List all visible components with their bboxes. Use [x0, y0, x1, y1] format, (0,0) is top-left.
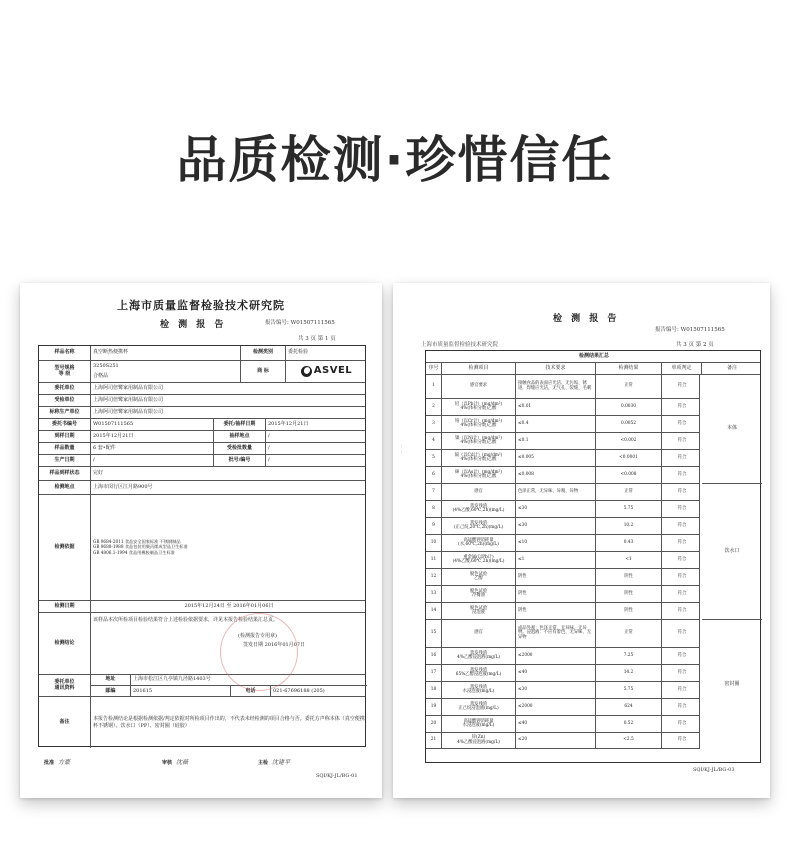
- result-row: [426, 648, 700, 665]
- cell-req: 阴性: [516, 569, 596, 585]
- address: 上海市松江区九亭镇九泾路1403号: [133, 676, 211, 683]
- results-table: [425, 350, 761, 763]
- cell-judge: 符合: [677, 703, 687, 709]
- page-count: 共 3 页 第 2 页: [676, 342, 714, 348]
- label-base-quantity: 受检批数量: [214, 443, 266, 454]
- remark-group: 饮水口: [702, 484, 762, 620]
- cell-item: 蒸发残渣 65%乙醇浸泡液(mg/L): [442, 665, 516, 681]
- model: 3250S251: [93, 362, 119, 369]
- cell-judge: 符合: [677, 652, 687, 658]
- report-page-2: [393, 283, 770, 798]
- page-count: 共 3 页 第 1 页: [298, 336, 336, 342]
- cell-res: 14.2: [596, 665, 662, 681]
- cell-no: 13: [426, 586, 442, 602]
- cell-res: 阴性: [596, 569, 662, 585]
- cell-judge: 符合: [677, 488, 687, 494]
- cell-req: ≤40: [516, 665, 596, 681]
- result-row: [426, 682, 700, 699]
- cell-item: 蒸发残渣 4%乙酸浸泡液(mg/L): [442, 648, 516, 664]
- result-row: [426, 716, 700, 733]
- cell-res: 0.0030: [596, 399, 662, 415]
- cell-judge: 符合: [677, 607, 687, 613]
- cell-res: 5.75: [596, 501, 662, 517]
- cell-judge: 符合: [677, 720, 687, 726]
- cell-item: 脱色试验 冷餐油: [442, 586, 516, 602]
- conclusion: 该样品本次所检项目检验结果符合上述检验依据要求，详见本报告检验结果汇总页。: [93, 617, 279, 623]
- cell-item: 高锰酸钾消耗量 (水,60℃,2h)(mg/L): [442, 535, 516, 551]
- sign-date: 签发日期 2016年01月07日: [243, 641, 306, 648]
- remark-group: 密封圈: [724, 680, 740, 687]
- cell-no: 2: [426, 399, 442, 415]
- cell-no: 14: [426, 603, 442, 619]
- result-row: [426, 501, 700, 518]
- cell-no: 1: [426, 375, 442, 398]
- cell-req: ≤30: [516, 518, 596, 534]
- cell-res: 5.75: [596, 682, 662, 698]
- cell-no: 5: [426, 450, 442, 466]
- cell-item: 感官: [442, 620, 516, 647]
- cell-no: 15: [426, 620, 442, 647]
- cell-res: 10.2: [596, 518, 662, 534]
- col-header: 备注: [726, 364, 737, 371]
- label-trademark: 商 标: [241, 361, 286, 382]
- cell-item: 脱色试验 浸泡液: [442, 603, 516, 619]
- cell-item: 铬（以Cr计）(mg/dm²) 4%(体积分数)乙酸: [442, 416, 516, 432]
- basis-item: GB 9688-1988 食品包装用聚丙烯成型品卫生标准: [93, 544, 188, 550]
- col-header: 技术要求: [516, 363, 596, 374]
- label-commission-date: 委托/抽样日期: [214, 419, 266, 430]
- quantity: 6 套•配件: [91, 443, 214, 454]
- commission-date: 2015年12月21日: [268, 420, 309, 427]
- cell-judge: 符合: [677, 522, 687, 528]
- cell-req: ≤0.008: [516, 467, 596, 483]
- cell-res: 正常: [596, 375, 662, 398]
- postcode: 201615: [131, 686, 231, 696]
- cell-no: 9: [426, 518, 442, 534]
- label-phone: 电话: [231, 686, 271, 696]
- result-row: [426, 586, 700, 603]
- commission-no: W01507111565: [91, 419, 214, 430]
- cell-judge: 符合: [677, 669, 687, 675]
- result-row: [426, 484, 700, 501]
- result-row: [426, 375, 700, 399]
- cell-res: 0.0052: [596, 416, 662, 432]
- result-row: [426, 450, 700, 467]
- result-row: [426, 518, 700, 535]
- official-stamp-icon: [220, 613, 298, 691]
- cell-req: 接触食品的表面应光洁、无污垢、锈迹，焊缝应光洁，无气孔、裂缝、毛刺: [516, 375, 596, 398]
- cell-item: 砷（以As计）(mg/dm²) 4%(体积分数)乙酸: [442, 467, 516, 483]
- cell-judge: 符合: [677, 437, 687, 443]
- report-title: 检 测 报 告: [160, 320, 227, 330]
- cell-res: 0.52: [596, 716, 662, 732]
- label-batch: 批号/编号: [214, 455, 266, 466]
- cell-item: 蒸发残渣 (正己烷,20℃,2h)(mg/L): [442, 518, 516, 534]
- cell-req: ≤0.1: [516, 433, 596, 449]
- remarks: 本报告检测结论是根据检测依据/判定依据对所检项目作出的，不代表未经检测的项目合格与否。委托方声称本体（真空便携杯不锈钢）、饮水口（PP）、密封圈（硅胶）: [93, 715, 365, 729]
- label-test-date: 检测日期: [39, 601, 91, 612]
- test-date: 2015年12月24日 至 2016年01月06日: [184, 602, 274, 609]
- label-inspected: 受检单位: [39, 395, 91, 406]
- cell-no: 7: [426, 484, 442, 500]
- label-address: 地址: [91, 675, 131, 685]
- cell-no: 16: [426, 648, 442, 664]
- label-conclusion: 检测结论: [39, 613, 91, 674]
- basis-list: [91, 495, 367, 600]
- cell-item: 蒸发残渣 (4%乙酸,60℃,2h)(mg/L): [442, 501, 516, 517]
- sampling-place: /: [268, 432, 270, 439]
- result-row: [426, 620, 700, 648]
- label-basis: 检测依据: [39, 495, 91, 600]
- lab-name: 上海市质量监督检验技术研究院: [421, 342, 499, 348]
- result-row: [426, 665, 700, 682]
- cell-res: 正常: [596, 484, 662, 500]
- label-quantity: 样品数量: [39, 443, 91, 454]
- signature-review: 审核 沈薇: [162, 759, 189, 766]
- result-row: [426, 433, 700, 450]
- cell-judge: 符合: [677, 556, 687, 562]
- condition: 完好: [93, 469, 104, 476]
- col-header: 检测结果: [596, 363, 662, 374]
- result-row: [426, 467, 700, 484]
- cell-req: ≤30: [516, 682, 596, 698]
- cell-req: 阴性: [516, 586, 596, 602]
- cell-no: 20: [426, 716, 442, 732]
- result-row: [426, 699, 700, 716]
- arrival-date: 2015年12月21日: [91, 431, 214, 442]
- cell-no: 4: [426, 433, 442, 449]
- cell-judge: 符合: [677, 383, 687, 389]
- client: 上海阿司倍鹭家用制品有限公司: [93, 384, 164, 391]
- report-page-1: [20, 283, 382, 798]
- cell-item: 脱色试验 乙醇: [442, 569, 516, 585]
- result-row: [426, 399, 700, 416]
- cell-judge: 符合: [677, 420, 687, 426]
- result-row: [426, 603, 700, 620]
- cell-req: 色泽正常，无异味、异嗅、异物: [516, 484, 596, 500]
- label-remarks: 备注: [39, 697, 91, 748]
- producer: 上海阿司倍鹭家用制品有限公司: [93, 408, 164, 415]
- cell-req: ≤10: [516, 535, 596, 551]
- label-commission-no: 委托书编号: [39, 419, 91, 430]
- cell-req: ≤1: [516, 552, 596, 568]
- label-test-type: 检测类别: [241, 346, 286, 360]
- grade: 合格品: [93, 373, 109, 380]
- basis-item: GB 4806.1-1994 食品用橡胶制品卫生标准: [93, 549, 175, 555]
- side-stamp-mark-icon: — —: [398, 443, 404, 455]
- cell-req: ≤0.01: [516, 399, 596, 415]
- cell-no: 12: [426, 569, 442, 585]
- inspected-unit: 上海阿司倍鹭家用制品有限公司: [93, 396, 164, 403]
- label-producer: 标称生产单位: [39, 407, 91, 418]
- cell-res: 624: [596, 699, 662, 715]
- report-number: 报告编号: W01507111565: [655, 327, 725, 333]
- cell-no: 17: [426, 665, 442, 681]
- cell-res: 0.43: [596, 535, 662, 551]
- cell-judge: 符合: [677, 471, 687, 477]
- production-date: /: [91, 455, 214, 466]
- report-number: 报告编号: W01507111565: [265, 320, 335, 326]
- cell-res: <0.0001: [596, 450, 662, 466]
- cell-no: 11: [426, 552, 442, 568]
- cell-item: 镍（以Ni计）(mg/dm²) 4%(体积分数)乙酸: [442, 433, 516, 449]
- cell-judge: 符合: [677, 590, 687, 596]
- cell-req: ≤0.005: [516, 450, 596, 466]
- cell-req: ≤2000: [516, 648, 596, 664]
- cell-req: 阴性: [516, 603, 596, 619]
- col-header: 序号: [426, 363, 442, 374]
- sample-name: 真空断热便携杯: [91, 346, 241, 360]
- cell-res: <0.008: [596, 467, 662, 483]
- cell-res: <1: [596, 552, 662, 568]
- signature-approve: 批准 方豪: [44, 759, 71, 766]
- cell-req: ≤2000: [516, 699, 596, 715]
- cell-no: 19: [426, 699, 442, 715]
- result-row: [426, 535, 700, 552]
- brand-mark-icon: [301, 366, 312, 377]
- cell-judge: 符合: [677, 403, 687, 409]
- label-sample-name: 样品名称: [39, 346, 91, 360]
- page-title: 品质检测·珍惜信任: [176, 131, 614, 189]
- cell-no: 18: [426, 682, 442, 698]
- cell-item: 蒸发残渣 水浸泡液(mg/L): [442, 682, 516, 698]
- label-production-date: 生产日期: [39, 455, 91, 466]
- cell-no: 6: [426, 467, 442, 483]
- cell-res: 7.25: [596, 648, 662, 664]
- cell-judge: 符合: [677, 686, 687, 692]
- brand-logo: [286, 361, 367, 382]
- basis-item: GB 9684-2011 食品安全国家标准 不锈钢制品: [93, 538, 181, 544]
- cell-res: 阴性: [596, 603, 662, 619]
- cell-judge: 符合: [677, 539, 687, 545]
- cell-item: 高锰酸钾消耗量 水浸泡液(mg/L): [442, 716, 516, 732]
- trademark: ASVEL: [313, 365, 353, 377]
- cell-res: <2.5: [596, 733, 662, 748]
- label-arrival-date: 到样日期: [39, 431, 91, 442]
- summary-title: 检测结果汇总: [578, 352, 609, 359]
- form-code: SQI/KJ-JL/BG-03: [693, 767, 735, 773]
- label-model: 型号规格 等 级: [39, 361, 91, 382]
- cell-req: 成品外观：色泽正常，无异味、无异物。浸泡液：不应有着色、无异味、无异物: [516, 620, 596, 647]
- cell-res: 阴性: [596, 586, 662, 602]
- report-title: 检 测 报 告: [553, 314, 620, 324]
- result-row: [426, 569, 700, 586]
- label-location: 检测地点: [39, 481, 91, 494]
- cell-req: ≤30: [516, 501, 596, 517]
- cell-judge: 符合: [677, 573, 687, 579]
- signature-main: 主检 沈建平: [258, 759, 291, 766]
- lab-name: 上海市质量监督检验技术研究院: [117, 299, 285, 312]
- cell-req: ≤0.4: [516, 416, 596, 432]
- result-row: [426, 416, 700, 433]
- cell-no: 21: [426, 733, 442, 748]
- col-header: 检测项目: [442, 363, 516, 374]
- batch: /: [268, 456, 270, 463]
- test-type: 委托检验: [288, 349, 309, 356]
- cell-no: 3: [426, 416, 442, 432]
- label-condition: 样品到样状态: [39, 467, 91, 480]
- cell-item: 蒸发残渣 正己烷浸泡液(mg/L): [442, 699, 516, 715]
- label-sampling-place: 抽样地点: [214, 431, 266, 442]
- form-code: SQI/KJ-JL/BG-01: [316, 773, 358, 779]
- cell-res: <0.002: [596, 433, 662, 449]
- result-row: [426, 733, 700, 749]
- label-postcode: 邮编: [91, 686, 131, 696]
- cell-item: 铅（以Pb计）(mg/dm²) 4%(体积分数)乙酸: [442, 399, 516, 415]
- cell-item: 镉（以Cd计）(mg/dm²) 4%(体积分数)乙酸: [442, 450, 516, 466]
- cell-req: ≤20: [516, 733, 596, 748]
- col-header: 单项判定: [662, 363, 702, 374]
- result-row: [426, 552, 700, 569]
- label-contact: 委托单位 通讯资料: [39, 675, 91, 696]
- cell-judge: 符合: [677, 737, 687, 743]
- cell-item: 感官: [442, 484, 516, 500]
- location: 上海市闵行区江月路900号: [93, 483, 153, 490]
- cell-judge: 符合: [677, 630, 687, 636]
- cell-res: 正常: [596, 620, 662, 647]
- cell-item: 重金属(以Pb计) (4%乙酸,60℃,2h)(mg/L): [442, 552, 516, 568]
- stamp-label: (检测报告专用章): [238, 632, 277, 639]
- cell-no: 8: [426, 501, 442, 517]
- base-quantity: /: [268, 444, 270, 451]
- cell-item: 锌(Zn) 4%乙酸浸泡液(mg/L): [442, 733, 516, 748]
- cell-no: 10: [426, 535, 442, 551]
- cell-judge: 符合: [677, 505, 687, 511]
- phone: 021-67696188 (205): [273, 687, 325, 694]
- cell-req: ≤40: [516, 716, 596, 732]
- cell-judge: 符合: [677, 454, 687, 460]
- label-client: 委托单位: [39, 383, 91, 394]
- remark-group: 本体: [702, 375, 762, 484]
- cell-item: 感官要求: [442, 375, 516, 398]
- info-table: [38, 345, 366, 747]
